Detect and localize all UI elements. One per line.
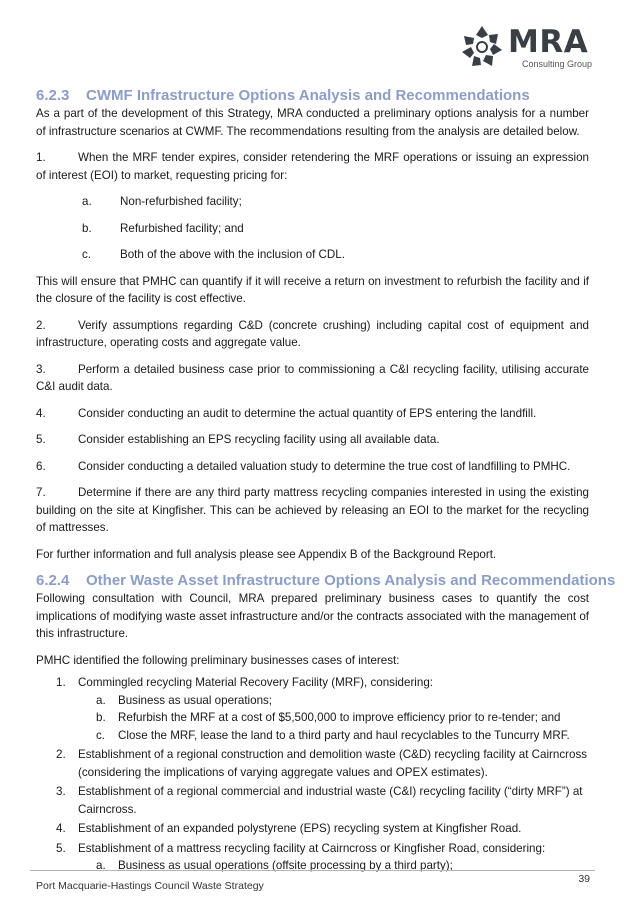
item-text: Establishment of an expanded polystyrene (EPS) recycling system at Kingfisher Road. bbox=[78, 822, 522, 835]
list-item bbox=[36, 820, 589, 838]
mra-logo-mark-icon bbox=[456, 22, 508, 72]
section-number: 6.2.3 bbox=[36, 87, 70, 104]
item-number: 5. bbox=[36, 433, 46, 446]
recommendation-1 bbox=[36, 149, 589, 184]
sub-text: Close the MRF, lease the land to a third party and haul recyclables to the Tuncurry MRF. bbox=[118, 728, 570, 742]
item-number: 2. bbox=[36, 318, 46, 332]
item-number: 4. bbox=[56, 822, 66, 835]
sub-text: Non-refurbished facility; bbox=[120, 195, 242, 208]
item-text: Establishment of a regional commercial and industrial waste (C&I) recycling facility (“dirty MRF”) at Cairncross. bbox=[78, 785, 583, 816]
business-cases-list bbox=[36, 674, 589, 875]
logo-subtitle: Consulting Group bbox=[522, 59, 593, 69]
section-intro: Following consultation with Council, MRA prepared preliminary business cases to quantify the cost implications of modifying waste asset infrastructure and/or the contracts associated with the management of this infrastructure. bbox=[36, 592, 589, 640]
list-item bbox=[36, 674, 589, 744]
ensure-paragraph: This will ensure that PMHC can quantify if it will receive a return on investment to refurbish the facility and if the closure of the facility is cost effective. bbox=[36, 274, 589, 305]
sub-item bbox=[78, 857, 589, 875]
item-number: 5. bbox=[56, 841, 66, 855]
sub-item-c bbox=[82, 246, 589, 264]
sub-letter: a. bbox=[96, 693, 106, 707]
item-text: Determine if there are any third party mattress recycling companies interested in using the existing building on the site at Kingfisher. This can be achieved by releasing an EOI to the market for the recycling of mattresses. bbox=[36, 486, 589, 534]
document-body bbox=[36, 86, 616, 877]
sub-text: Business as usual operations; bbox=[118, 693, 273, 707]
section-heading-624 bbox=[36, 571, 616, 590]
sub-item-a bbox=[82, 193, 589, 211]
item-text: Consider conducting a detailed valuation study to determine the true cost of landfilling to PMHC. bbox=[78, 459, 571, 473]
item-number: 1. bbox=[36, 151, 46, 164]
sub-letter: c. bbox=[82, 248, 92, 261]
item-number: 2. bbox=[56, 748, 66, 761]
list-item bbox=[36, 746, 589, 781]
sub-text: Business as usual operations (offsite processing by a third party); bbox=[118, 859, 453, 872]
sub-text: Both of the above with the inclusion of CDL. bbox=[120, 248, 345, 261]
section-number: 6.2.4 bbox=[36, 572, 70, 589]
item-text: Perform a detailed business case prior to commissioning a C&I recycling facility, utilising accurate C&I audit data. bbox=[36, 362, 589, 393]
recommendation-3 bbox=[36, 361, 589, 396]
item-text: Commingled recycling Material Recovery Facility (MRF), considering: bbox=[78, 676, 433, 689]
list-item bbox=[36, 783, 589, 818]
sub-letter: a. bbox=[82, 195, 92, 208]
recommendation-7 bbox=[36, 484, 589, 537]
footer-divider bbox=[30, 870, 595, 871]
item-text: Verify assumptions regarding C&D (concrete crushing) including capital cost of equipment and infrastructure, operating costs and aggregate value. bbox=[36, 318, 589, 349]
recommendation-4 bbox=[36, 405, 589, 423]
sub-list bbox=[78, 857, 589, 875]
sub-text: Refurbish the MRF at a cost of $5,500,000 to improve efficiency prior to re-tender; and bbox=[118, 711, 561, 724]
item-text: When the MRF tender expires, consider retendering the MRF operations or issuing an expression of interest (EOI) to market, requesting pricing for: bbox=[36, 151, 589, 182]
sub-item-b bbox=[82, 220, 589, 238]
section-heading-623 bbox=[36, 86, 589, 105]
recommendation-6 bbox=[36, 458, 589, 476]
recommendation-2 bbox=[36, 317, 589, 352]
item-text: Consider establishing an EPS recycling facility using all available data. bbox=[78, 433, 440, 446]
section-title: Other Waste Asset Infrastructure Options Analysis and Recommendations bbox=[86, 572, 616, 589]
sub-letter: b. bbox=[82, 221, 92, 235]
sub-letter: b. bbox=[96, 711, 106, 724]
item-text: Consider conducting an audit to determine the actual quantity of EPS entering the landfill. bbox=[78, 406, 537, 420]
footer-title: Port Macquarie-Hastings Council Waste Strategy bbox=[36, 880, 264, 892]
sub-letter: c. bbox=[96, 728, 106, 742]
item-text: Establishment of a regional construction and demolition waste (C&D) recycling facility at Cairncross (considering the implications of varying aggregate values and OPEX estimates). bbox=[78, 748, 588, 779]
logo-wordmark: MRA bbox=[508, 24, 589, 60]
sub-text: Refurbished facility; and bbox=[120, 221, 244, 235]
sub-item bbox=[78, 692, 589, 710]
item-number: 7. bbox=[36, 486, 46, 499]
sub-item bbox=[78, 709, 589, 727]
recommendation-5 bbox=[36, 431, 589, 449]
item-text: Establishment of a mattress recycling facility at Cairncross or Kingfisher Road, considering: bbox=[78, 841, 546, 855]
sub-item bbox=[78, 727, 589, 745]
item-number: 4. bbox=[36, 406, 46, 420]
item-number: 1. bbox=[56, 676, 66, 689]
further-info-paragraph: For further information and full analysis please see Appendix B of the Background Report. bbox=[36, 547, 497, 561]
sub-list bbox=[78, 692, 589, 745]
mra-logo bbox=[456, 22, 596, 76]
item-number: 3. bbox=[36, 362, 46, 376]
item-number: 3. bbox=[56, 785, 66, 798]
item-number: 6. bbox=[36, 459, 46, 473]
sub-letter: a. bbox=[96, 859, 106, 872]
section-title: CWMF Infrastructure Options Analysis and Recommendations bbox=[86, 87, 530, 104]
page-number: 39 bbox=[578, 873, 590, 885]
cases-lead: PMHC identified the following preliminary businesses cases of interest: bbox=[36, 653, 400, 667]
section-intro: As a part of the development of this Strategy, MRA conducted a preliminary options analysis for a number of infrastructure scenarios at CWMF. The recommendations resulting from the analysis are detailed below. bbox=[36, 107, 589, 138]
